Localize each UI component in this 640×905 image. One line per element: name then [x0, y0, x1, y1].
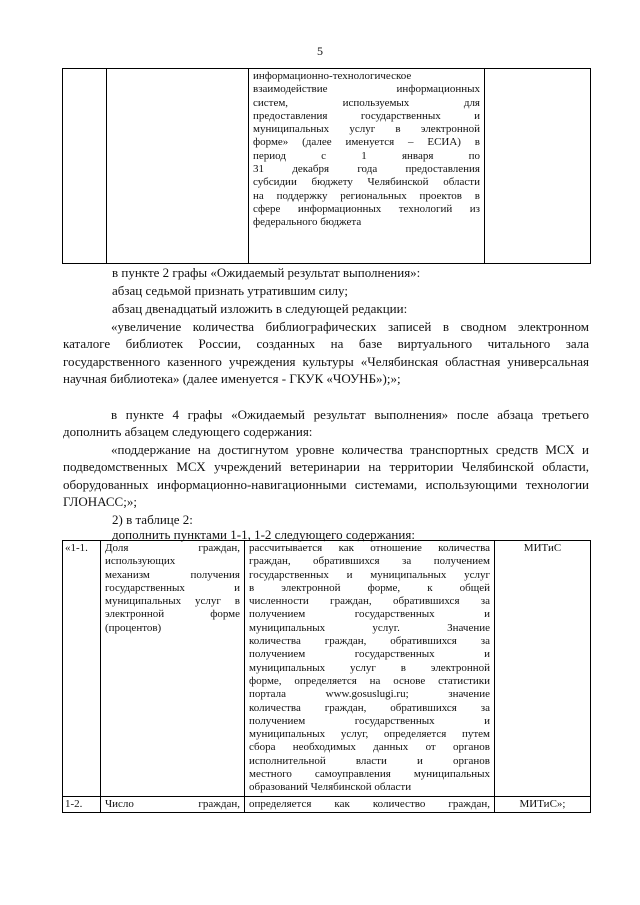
table-row: [63, 69, 591, 264]
cell-line: граждан, обратившихся за получением: [249, 555, 490, 568]
cell-line: на поддержку региональных проектов в: [253, 189, 480, 202]
cell-line: Доля граждан,: [105, 542, 240, 554]
cell-line: форме» (далее именуется – ЕСИА) в: [253, 136, 480, 149]
cell-line: определяется как количество граждан,: [249, 797, 490, 810]
cell-line: муниципальных услуг в электронной: [253, 123, 480, 136]
cell-line: получением государственных и: [249, 648, 490, 661]
cell-line: местного самоуправления муниципальных: [249, 768, 490, 781]
cell-line: в электронной форме, к общей: [249, 581, 490, 594]
cell-line: федерального бюджета: [253, 216, 362, 229]
table-cell-description: [249, 69, 485, 264]
calculation-method: [245, 541, 495, 797]
cell-line: информационно-технологическое: [253, 70, 412, 82]
table-1-fragment: [62, 68, 591, 264]
row-number: «1-1.: [63, 541, 101, 797]
paragraph-6: «поддержание на достигнутом уровне количества транспортных средств МСХ и подведомственных МСХ учреждений ветеринарии на территории Челябинской области, оборудованных информационно-навигационными системами, использующими технологии ГЛОНАСС;»;: [63, 442, 589, 510]
indicator-name: [101, 796, 245, 812]
table-row: [63, 796, 591, 812]
paragraph-3: абзац двенадцатый изложить в следующей редакции:: [112, 301, 408, 316]
paragraph-5: в пункте 4 графы «Ожидаемый результат выполнения» после абзаца третьего дополнить абзацем следующего содержания:: [63, 407, 589, 440]
paragraph-7: 2) в таблице 2:: [112, 512, 193, 527]
cell-line: сбора необходимых данных от органов: [249, 741, 490, 754]
cell-line: взаимодействие информационных: [253, 83, 480, 96]
cell-line: период с 1 января по: [253, 149, 480, 162]
table-cell-empty: [63, 69, 107, 264]
cell-line: государственных и муниципальных услуг: [249, 568, 490, 581]
indicator-name: [101, 541, 245, 797]
cell-line: использующих: [105, 555, 176, 568]
paragraph-4: «увеличение количества библиографических записей в сводном электронном каталоге библиотек России, созданных на базе виртуального читального зала государственного казенного учреждения культуры «Челябинская областная универсальная научная библиотека» (далее именуется - ГКУК «ЧОУНБ»);»;: [63, 319, 589, 387]
table-cell-empty: [485, 69, 591, 264]
row-number: 1-2.: [63, 796, 101, 812]
cell-line: форме, определяется на основе статистики: [249, 674, 490, 687]
cell-line: систем, используемых для: [253, 96, 480, 109]
cell-line: государственных и: [105, 581, 240, 594]
table-2-fragment: [62, 540, 591, 813]
cell-line: муниципальных услуг в электронной: [249, 661, 490, 674]
paragraph-8: дополнить пунктами 1-1, 1-2 следующего содержания:: [112, 527, 415, 542]
calculation-method: [245, 796, 495, 812]
cell-line: количества граждан, обратившихся за: [249, 635, 490, 648]
cell-line: образований Челябинской области: [249, 781, 412, 794]
cell-line: муниципальных услуг. Значение: [249, 621, 490, 634]
cell-line: сфере информационных технологий из: [253, 202, 480, 215]
cell-line: муниципальных услуг, определяется путем: [249, 728, 490, 741]
cell-line: получением государственных и: [249, 608, 490, 621]
cell-line: численности граждан, обратившихся за: [249, 595, 490, 608]
cell-line: субсидии бюджету Челябинской области: [253, 176, 480, 189]
cell-line: 31 декабря года предоставления: [253, 163, 480, 176]
cell-line: количества граждан, обратившихся за: [249, 701, 490, 714]
responsible-body: МИТиС: [495, 541, 591, 797]
cell-line: получением государственных и: [249, 714, 490, 727]
cell-line: (процентов): [105, 621, 162, 634]
cell-line: электронной форме: [105, 608, 240, 621]
cell-line: Число граждан,: [105, 797, 240, 810]
cell-line: рассчитывается как отношение количества: [249, 542, 490, 554]
table-row: [63, 541, 591, 797]
cell-line: муниципальных услуг в: [105, 595, 240, 608]
responsible-body: МИТиС»;: [495, 796, 591, 812]
cell-line: исполнительной власти и органов: [249, 754, 490, 767]
cell-line: портала www.gosuslugi.ru; значение: [249, 688, 490, 701]
table-cell-empty: [107, 69, 249, 264]
cell-line: механизм получения: [105, 568, 240, 581]
paragraph-1: в пункте 2 графы «Ожидаемый результат выполнения»:: [112, 265, 421, 280]
page-number: 5: [317, 44, 323, 58]
paragraph-2: абзац седьмой признать утратившим силу;: [112, 283, 348, 298]
cell-line: предоставления государственных и: [253, 109, 480, 122]
